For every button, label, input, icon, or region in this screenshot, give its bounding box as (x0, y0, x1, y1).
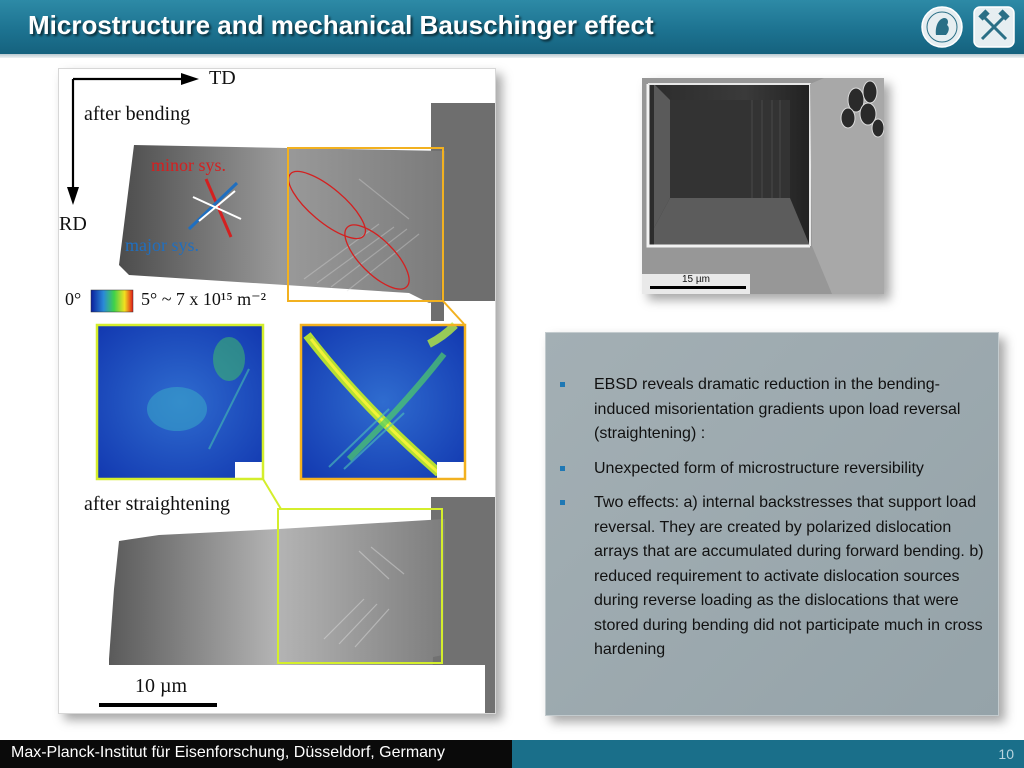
yellowgreen-connector-line (263, 479, 281, 509)
bullet-square-icon (560, 500, 565, 505)
bullet-text: Two effects: a) internal backstresses that support load reversal. They are created by polarized dislocation arrays that are accumulated during forward bending. b) reduced requirement to activate dislocation sources during reverse loading as the dislocations that were stored during bending did not participate much in cross hardening (594, 494, 984, 658)
td-label: TD (209, 67, 236, 89)
scale-bar (99, 703, 217, 707)
scale-bar-label: 10 µm (135, 675, 188, 697)
bullet-item (560, 373, 990, 447)
sem-micrograph (642, 78, 884, 294)
td-arrowhead-icon (181, 73, 199, 85)
bullet-square-icon (560, 466, 565, 471)
bullet-text: Unexpected form of microstructure reversibility (594, 459, 924, 477)
ebsd-figure (58, 68, 496, 714)
ebsd-figure-graphics (59, 69, 495, 713)
after-straightening-label: after straightening (84, 493, 231, 515)
minor-system-label: minor sys. (151, 155, 227, 175)
major-system-label: major sys. (125, 235, 199, 255)
sem-scale-bar-label: 15 µm (682, 274, 710, 285)
misorientation-color-scale (91, 290, 133, 312)
summary-text-box (545, 332, 999, 716)
bullet-item (560, 491, 990, 663)
footer-bar (0, 740, 1024, 768)
title-bar (0, 0, 1024, 54)
institute-name: Max-Planck-Institut für Eisenforschung, Düsseldorf, Germany (11, 744, 445, 761)
slide-title: Microstructure and mechanical Bauschinger effect (28, 10, 654, 40)
after-bending-label: after bending (84, 103, 191, 125)
rd-arrowhead-icon (67, 187, 79, 205)
scale-max-label: 5° ~ 7 x 10¹⁵ m⁻² (141, 289, 267, 309)
summary-bullets (560, 373, 990, 673)
title-underline (0, 54, 1024, 58)
bullet-text: EBSD reveals dramatic reduction in the bending-induced misorientation gradients upon load reversal (straightening) : (594, 376, 961, 442)
max-planck-seal-icon (920, 5, 964, 49)
scale-min-label: 0° (65, 289, 82, 309)
rd-label: RD (59, 213, 87, 235)
footer-institute-band (0, 740, 512, 768)
orange-connector-line (443, 301, 464, 324)
ebsd-map-bent (301, 325, 465, 479)
hammer-pick-icon (972, 5, 1016, 49)
page-number: 10 (998, 746, 1014, 762)
bullet-square-icon (560, 382, 565, 387)
sem-micrograph-graphics (642, 78, 884, 294)
bullet-item (560, 457, 990, 482)
